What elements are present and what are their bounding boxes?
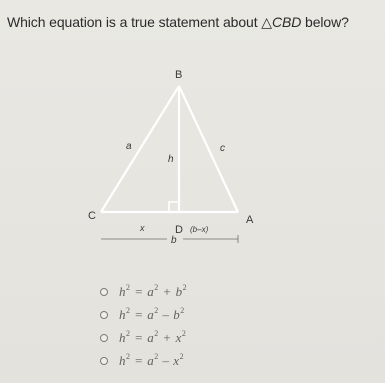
triangle-diagram bbox=[0, 40, 385, 260]
radio-button-1[interactable] bbox=[100, 288, 108, 296]
answer-option-1[interactable] bbox=[100, 282, 187, 302]
vertex-b-label: B bbox=[175, 69, 183, 81]
side-ba-line bbox=[179, 86, 238, 212]
equation-4: $h^2 = a^2 - x^2$ bbox=[119, 352, 185, 368]
question-suffix: below? bbox=[301, 14, 349, 30]
equation-1: $h^2 = a^2 + b^2$ bbox=[119, 283, 188, 299]
segment-x-label: x bbox=[140, 223, 145, 233]
answer-option-4[interactable] bbox=[100, 351, 184, 371]
segment-bx-label: (b–x) bbox=[190, 225, 209, 234]
side-c-label: c bbox=[220, 143, 225, 154]
radio-button-3[interactable] bbox=[100, 334, 108, 342]
equation-3: $h^2 = a^2 + x^2$ bbox=[119, 329, 187, 345]
side-cb-line bbox=[101, 86, 179, 212]
question-prefix: Which equation is a true statement about bbox=[7, 14, 262, 30]
triangle-symbol: △ bbox=[261, 14, 272, 30]
base-b-label: b bbox=[171, 235, 177, 246]
vertex-c-label: C bbox=[88, 210, 96, 222]
right-angle-marker bbox=[169, 202, 179, 212]
question-text bbox=[7, 14, 383, 31]
answer-option-3[interactable] bbox=[100, 328, 186, 348]
equation-2: $h^2 = a^2 - b^2$ bbox=[119, 306, 185, 322]
radio-button-2[interactable] bbox=[100, 311, 108, 319]
height-h-label: h bbox=[168, 154, 174, 165]
triangle-name: CBD bbox=[271, 14, 302, 30]
radio-button-4[interactable] bbox=[100, 357, 108, 365]
vertex-a-label: A bbox=[246, 214, 254, 226]
side-a-label: a bbox=[126, 141, 132, 152]
answer-option-2[interactable] bbox=[100, 305, 185, 325]
vertex-d-label: D bbox=[175, 224, 183, 236]
